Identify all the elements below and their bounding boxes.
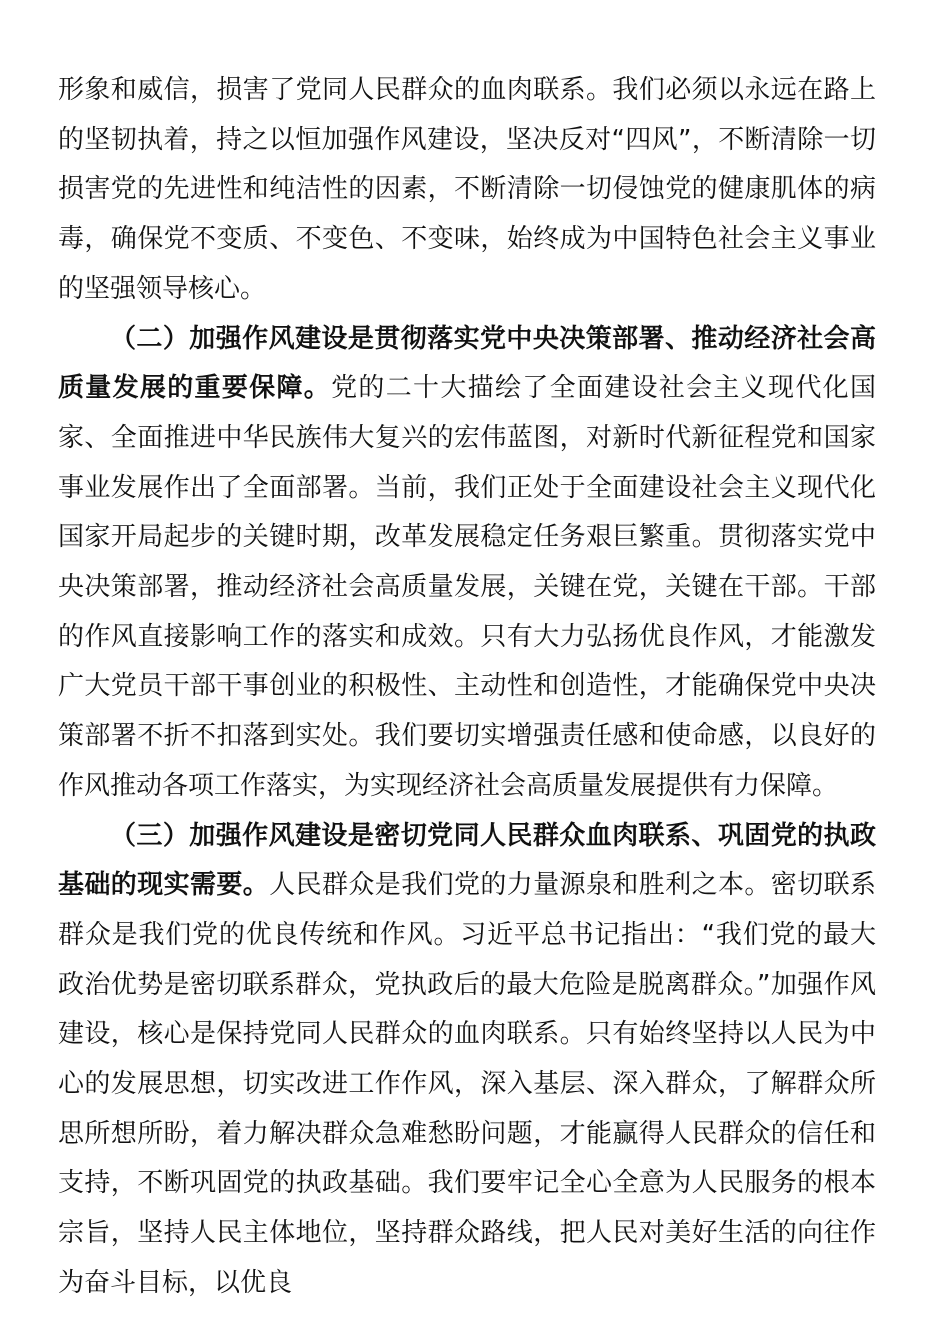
paragraph-section-2 (58, 315, 876, 812)
section-2-body: 党的二十大描绘了全面建设社会主义现代化国家、全面推进中华民族伟大复兴的宏伟蓝图，对新时代新征程党和国家事业发展作出了全面部署。当前，我们正处于全面建设社会主义现代化国家开局起步的关键时期，改革发展稳定任务艰巨繁重。贯彻落实党中央决策部署，推动经济社会高质量发展，关键在党，关键在干部。干部的作风直接影响工作的落实和成效。只有大力弘扬优良作风，才能激发广大党员干部干事创业的积极性、主动性和创造性，才能确保党中央决策部署不折不扣落到实处。我们要切实增强责任感和使命感，以良好的作风推动各项工作落实，为实现经济社会高质量发展提供有力保障。 (58, 373, 876, 801)
section-3-heading: （三）加强作风建设是密切党同人民群众血肉联系、巩固党的执政基础的现实需要。 (58, 820, 876, 901)
section-2-heading: （二）加强作风建设是贯彻落实党中央决策部署、推动经济社会高质量发展的重要保障。 (58, 323, 876, 404)
paragraph-1-text: 形象和威信，损害了党同人民群众的血肉联系。我们必须以永远在路上的坚韧执着，持之以恒加强作风建设，坚决反对“四风”，不断清除一切损害党的先进性和纯洁性的因素，不断清除一切侵蚀党的健康肌体的病毒，确保党不变质、不变色、不变味，始终成为中国特色社会主义事业的坚强领导核心。 (58, 75, 876, 304)
document-body (58, 66, 876, 1309)
paragraph-section-3 (58, 812, 876, 1309)
paragraph-continued (58, 66, 876, 315)
section-3-body: 人民群众是我们党的力量源泉和胜利之本。密切联系群众是我们党的优良传统和作风。习近平总书记指出：“我们党的最大政治优势是密切联系群众，党执政后的最大危险是脱离群众。”加强作风建设，核心是保持党同人民群众的血肉联系。只有始终坚持以人民为中心的发展思想，切实改进工作作风，深入基层、深入群众，了解群众所思所想所盼，着力解决群众急难愁盼问题，才能赢得人民群众的信任和支持，不断巩固党的执政基础。我们要牢记全心全意为人民服务的根本宗旨，坚持人民主体地位，坚持群众路线，把人民对美好生活的向往作为奋斗目标，以优良 (58, 870, 876, 1298)
